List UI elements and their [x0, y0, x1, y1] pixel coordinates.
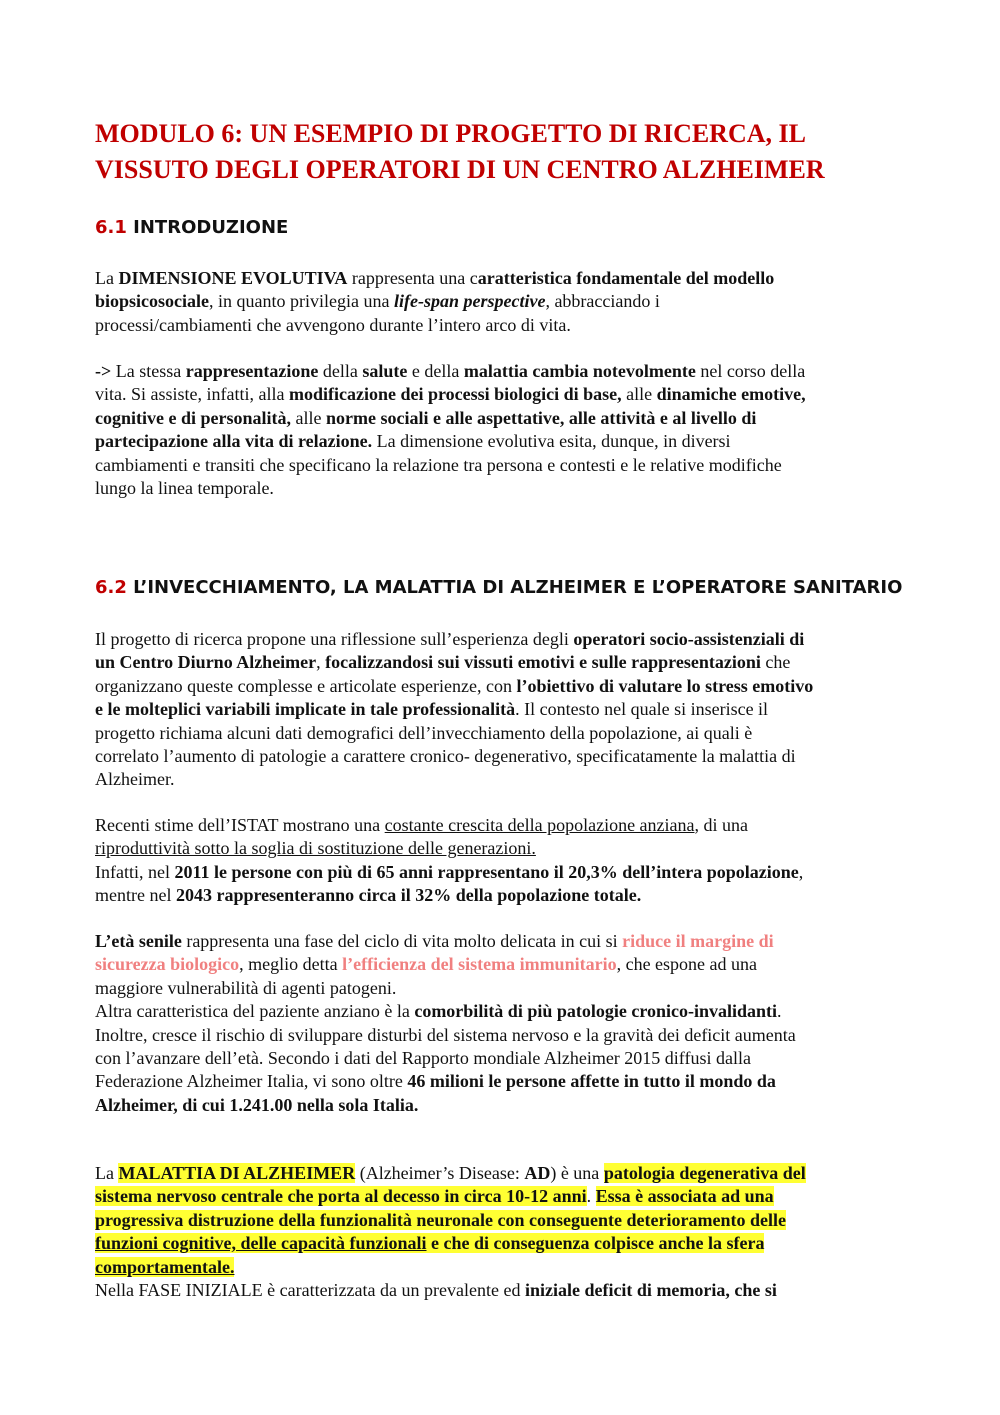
- text-run: funzioni cognitive, delle capacità funzionali: [95, 1233, 427, 1254]
- text-run: life-span perspective: [393, 291, 546, 312]
- text-run: alle: [621, 384, 657, 405]
- text-line: [95, 977, 910, 1000]
- title-line-2: VISSUTO DEGLI OPERATORI DI UN CENTRO ALZHEIMER: [95, 155, 825, 184]
- text-run: , di una: [694, 815, 749, 835]
- text-run: mentre nel: [95, 885, 176, 906]
- paragraph-dimensione-evolutiva: [95, 267, 910, 337]
- text-run: La: [95, 268, 119, 288]
- text-line: [95, 1279, 910, 1302]
- text-run: processi/cambiamenti che avvengono durante l’intero arco di vita.: [95, 314, 571, 335]
- text-line: [95, 675, 910, 698]
- text-line: [95, 651, 910, 674]
- text-run: progetto richiama alcuni dati demografici dell’invecchiamento della popolazione, ai quali è: [95, 722, 753, 743]
- text-run: comorbilità di più patologie cronico-invalidanti: [414, 1001, 778, 1022]
- text-line: [95, 953, 910, 976]
- text-run: partecipazione alla vita di relazione.: [95, 431, 373, 452]
- section-label: L’INVECCHIAMENTO, LA MALATTIA DI ALZHEIMER E L’OPERATORE SANITARIO: [133, 577, 903, 598]
- text-line: [95, 745, 910, 768]
- text-line: [95, 1162, 910, 1185]
- text-run: . Il contesto nel quale si inserisce il: [515, 699, 769, 720]
- text-run: Federazione Alzheimer Italia, vi sono oltre: [95, 1071, 408, 1092]
- text-line: [95, 884, 910, 907]
- text-line: [95, 1185, 910, 1208]
- text-run: .: [586, 1186, 596, 1207]
- section-heading-6-2: [95, 576, 902, 600]
- text-line: [95, 861, 910, 884]
- text-run: La stessa: [111, 361, 186, 381]
- text-line: [95, 314, 910, 337]
- text-line: [95, 1232, 910, 1255]
- text-line: [95, 1094, 910, 1117]
- text-run: rappresenta una fase del ciclo di vita molto delicata in cui si: [181, 931, 623, 951]
- text-run: con l’avanzare dell’età. Secondo i dati del Rapporto mondiale Alzheimer 2015 diffusi dalla: [95, 1047, 751, 1068]
- text-line: [95, 1209, 910, 1232]
- text-run: progressiva distruzione della funzionalità neuronale con conseguente deterioramento delle: [95, 1209, 786, 1230]
- text-run: vita. Si assiste, infatti, alla: [95, 384, 289, 405]
- module-title: [95, 116, 910, 188]
- text-line: [95, 837, 910, 860]
- text-run: MALATTIA DI ALZHEIMER: [118, 1163, 356, 1183]
- text-run: AD: [524, 1163, 551, 1183]
- text-run: maggiore vulnerabilità di agenti patogeni.: [95, 977, 397, 998]
- paragraph-rappresentazione-salute: [95, 360, 910, 500]
- paragraph-malattia-alzheimer: [95, 1162, 910, 1302]
- text-run: ,: [316, 652, 326, 673]
- paragraph-istat: [95, 814, 910, 908]
- text-run: comportamentale.: [95, 1256, 235, 1277]
- text-run: Alzheimer.: [95, 769, 175, 790]
- text-run: .: [777, 1001, 782, 1022]
- text-run: patologia degenerativa del: [603, 1163, 806, 1183]
- text-run: Il progetto di ricerca propone una riflessione sull’esperienza degli: [95, 629, 574, 649]
- paragraph-progetto-ricerca: [95, 628, 910, 792]
- text-run: malattia cambia notevolmente: [463, 361, 696, 381]
- text-run: un Centro Diurno Alzheimer: [95, 652, 317, 673]
- text-run: della: [318, 361, 363, 381]
- text-run: 2043 rappresenteranno circa il 32% della popolazione totale.: [175, 885, 642, 906]
- section-label: INTRODUZIONE: [133, 217, 289, 238]
- text-run: l’obiettivo di valutare lo stress emotivo: [516, 675, 814, 696]
- text-line: [95, 768, 910, 791]
- text-run: organizzano queste complesse e articolate esperienze, con: [95, 675, 517, 696]
- text-run: riduce il margine di: [622, 931, 774, 951]
- text-line: [95, 383, 910, 406]
- text-run: Alzheimer, di cui 1.241.00 nella sola Italia.: [95, 1094, 419, 1115]
- text-run: e che di conseguenza colpisce anche la sfera: [426, 1233, 765, 1254]
- text-run: ) è una: [550, 1163, 604, 1183]
- text-line: [95, 477, 910, 500]
- text-run: costante crescita della popolazione anziana: [384, 815, 695, 835]
- text-run: focalizzandosi sui vissuti emotivi e sulle rappresentazioni: [325, 652, 761, 673]
- text-line: [95, 722, 910, 745]
- text-line: [95, 407, 910, 430]
- text-run: Recenti stime dell’ISTAT mostrano una: [95, 815, 385, 835]
- text-run: lungo la linea temporale.: [95, 477, 274, 498]
- text-run: ->: [95, 361, 112, 381]
- text-run: rappresentazione: [185, 361, 319, 381]
- section-number: 6.1: [95, 217, 127, 238]
- text-run: che: [760, 652, 791, 673]
- text-run: , che espone ad una: [616, 954, 758, 975]
- text-run: , abbracciando i: [545, 291, 660, 312]
- text-line: [95, 1024, 910, 1047]
- text-run: ,: [798, 861, 804, 882]
- text-run: La dimensione evolutiva esita, dunque, in diversi: [372, 431, 731, 452]
- text-line: [95, 628, 910, 651]
- text-line: [95, 290, 910, 313]
- text-run: (Alzheimer’s Disease:: [355, 1163, 525, 1183]
- text-run: aratteristica fondamentale del modello: [477, 268, 775, 288]
- text-run: biopsicosociale: [95, 291, 210, 312]
- section-number: 6.2: [95, 577, 127, 598]
- text-run: l’efficienza del sistema immunitario: [342, 954, 617, 975]
- section-heading-6-1: [95, 216, 288, 240]
- text-run: Nella FASE INIZIALE è caratterizzata da un prevalente ed: [95, 1279, 525, 1300]
- text-run: sistema nervoso centrale che porta al decesso in circa 10-12 anni: [95, 1186, 587, 1207]
- text-run: 2011 le persone con più di 65 anni rappresentano il 20,3% dell’intera popolazione: [174, 861, 799, 882]
- text-run: Altra caratteristica del paziente anziano è la: [95, 1001, 415, 1022]
- text-run: Infatti, nel: [95, 861, 175, 882]
- text-run: , meglio detta: [239, 954, 343, 975]
- text-run: sicurezza biologico: [95, 954, 240, 975]
- text-run: correlato l’aumento di patologie a carattere cronico- degenerativo, specificatamente la malattia di: [95, 745, 796, 766]
- text-run: e della: [407, 361, 464, 381]
- text-line: [95, 267, 910, 290]
- text-run: modificazione dei processi biologici di base,: [288, 384, 622, 405]
- text-line: [95, 454, 910, 477]
- text-run: norme sociali e alle aspettative, alle attività e al livello di: [325, 407, 757, 428]
- text-line: [95, 430, 910, 453]
- paragraph-eta-senile: [95, 930, 910, 1117]
- text-run: salute: [362, 361, 408, 381]
- text-line: [95, 930, 910, 953]
- text-run: nel corso della: [695, 361, 806, 381]
- text-run: riproduttività sotto la soglia di sostituzione delle generazioni.: [95, 838, 536, 859]
- title-line-1: MODULO 6: UN ESEMPIO DI PROGETTO DI RICERCA, IL: [95, 119, 806, 148]
- text-line: [95, 1070, 910, 1093]
- text-run: cambiamenti e transiti che specificano la relazione tra persona e contesti e le relative modifiche: [95, 454, 782, 475]
- text-run: cognitive e di personalità,: [95, 407, 291, 428]
- text-run: 46 milioni le persone affette in tutto il mondo da: [407, 1071, 776, 1092]
- text-run: DIMENSIONE EVOLUTIVA: [118, 268, 348, 288]
- text-run: dinamiche emotive,: [656, 384, 806, 405]
- text-run: alle: [291, 407, 326, 428]
- text-run: operatori socio-assistenziali di: [573, 629, 805, 649]
- text-run: L’età senile: [95, 931, 182, 951]
- text-line: [95, 1047, 910, 1070]
- text-run: e le molteplici variabili implicate in tale professionalità: [95, 699, 516, 720]
- text-line: [95, 698, 910, 721]
- text-line: [95, 360, 910, 383]
- text-run: La: [95, 1163, 119, 1183]
- text-line: [95, 1000, 910, 1023]
- text-line: [95, 1256, 910, 1279]
- text-run: rappresenta una c: [347, 268, 478, 288]
- text-run: iniziale deficit di memoria, che si: [524, 1279, 777, 1300]
- text-line: [95, 814, 910, 837]
- text-run: Inoltre, cresce il rischio di sviluppare disturbi del sistema nervoso e la gravità dei deficit aumenta: [95, 1024, 796, 1045]
- text-run: , in quanto privilegia una: [209, 291, 394, 312]
- text-run: Essa è associata ad una: [595, 1186, 774, 1207]
